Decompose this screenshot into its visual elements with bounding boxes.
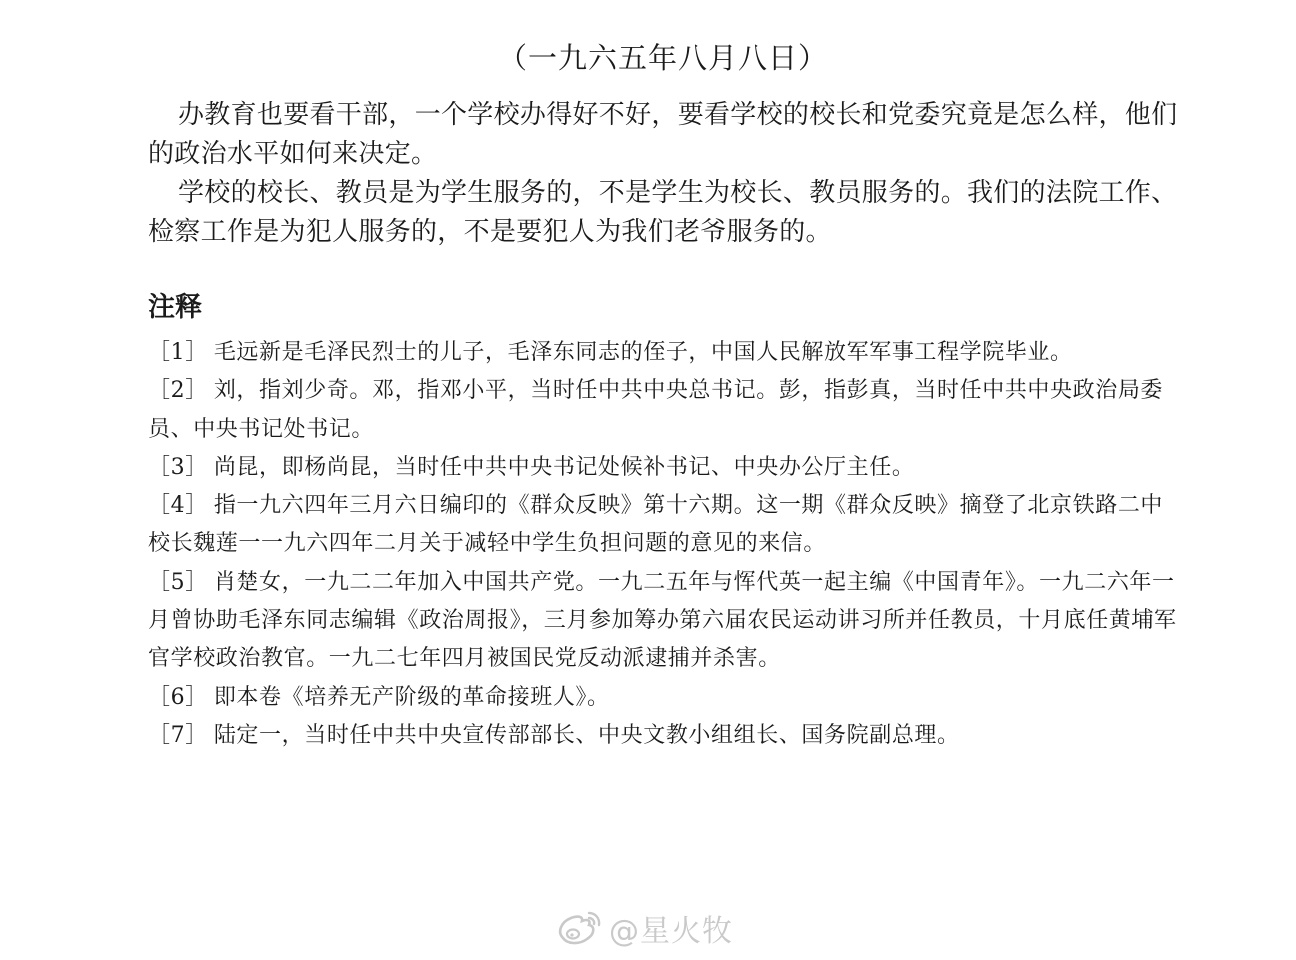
note-text: 毛远新是毛泽民烈士的儿子，毛泽东同志的侄子，中国人民解放军军事工程学院毕业。 bbox=[213, 340, 1073, 365]
weibo-logo-icon bbox=[555, 908, 603, 948]
note-number: ［3］ bbox=[148, 454, 208, 480]
note-number: ［6］ bbox=[148, 684, 208, 710]
note-item bbox=[148, 449, 1178, 487]
notes-section bbox=[148, 288, 1178, 755]
note-number: ［4］ bbox=[148, 493, 208, 519]
notes-heading: 注释 bbox=[148, 292, 202, 323]
paragraph: 办教育也要看干部，一个学校办得好不好，要看学校的校长和党委究竟是怎么样，他们的政治水平如何来决定。 bbox=[148, 100, 1178, 169]
note-text: 即本卷《培养无产阶级的革命接班人》。 bbox=[213, 684, 610, 710]
paragraph: 学校的校长、教员是为学生服务的，不是学生为校长、教员服务的。我们的法院工作、检察工作是为犯人服务的，不是要犯人为我们老爷服务的。 bbox=[148, 178, 1178, 247]
note-item bbox=[148, 679, 1178, 717]
note-item bbox=[148, 372, 1178, 449]
body-text bbox=[148, 96, 1178, 252]
note-item bbox=[148, 717, 1178, 755]
note-text: 指一九六四年三月六日编印的《群众反映》第十六期。这一期《群众反映》摘登了北京铁路二中校长魏莲一一九六四年二月关于减轻中学生负担问题的意见的来信。 bbox=[148, 493, 1164, 557]
note-text: 陆定一，当时任中共中央宣传部部长、中央文教小组组长、国务院副总理。 bbox=[213, 722, 960, 748]
watermark-text: @星火牧 bbox=[609, 914, 733, 949]
note-item bbox=[148, 487, 1178, 564]
note-number: ［7］ bbox=[148, 722, 208, 748]
note-number: ［2］ bbox=[148, 378, 208, 404]
note-text: 刘，指刘少奇。邓，指邓小平，当时任中共中央总书记。彭，指彭真，当时任中共中央政治局委员、中央书记处书记。 bbox=[148, 378, 1164, 442]
note-text: 肖楚女，一九二二年加入中国共产党。一九二五年与恽代英一起主编《中国青年》。一九二六年一月曾协助毛泽东同志编辑《政治周报》，三月参加筹办第六届农民运动讲习所并任教员，十月底任黄埔军官学校政治教官。一九二七年四月被国民党反动派逮捕并杀害。 bbox=[148, 569, 1177, 672]
note-item bbox=[148, 334, 1178, 372]
watermark bbox=[555, 906, 733, 950]
note-text: 尚昆，即杨尚昆，当时任中共中央书记处候补书记、中央办公厅主任。 bbox=[213, 454, 915, 480]
note-number: ［5］ bbox=[148, 569, 208, 595]
note-number: ［1］ bbox=[148, 340, 208, 365]
date-heading: （一九六五年八月八日） bbox=[497, 41, 828, 75]
note-item bbox=[148, 564, 1178, 679]
